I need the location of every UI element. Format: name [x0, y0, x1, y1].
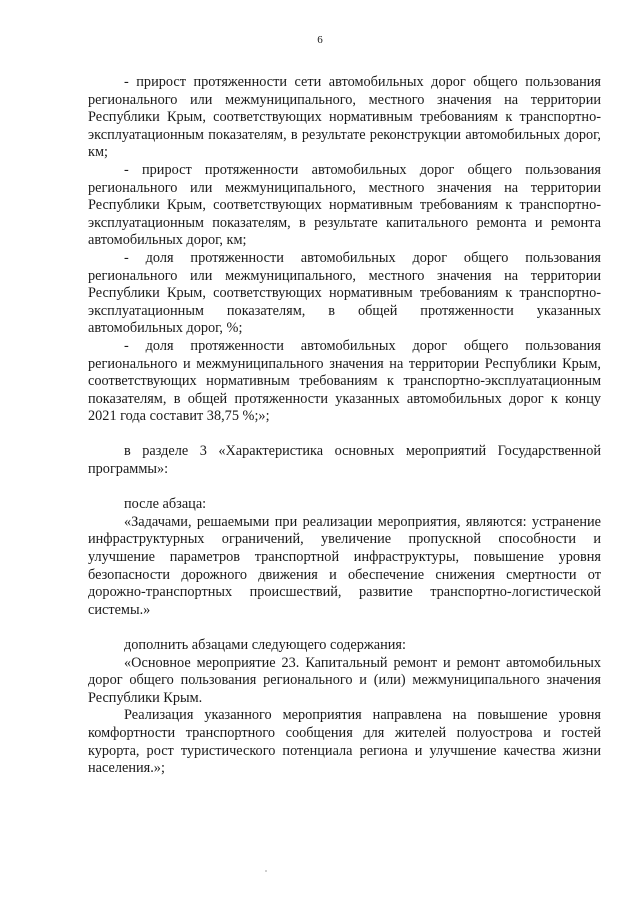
paragraph-section-3-intro: в разделе 3 «Характеристика основных мероприятий Государственной программы»: — [88, 443, 601, 478]
paragraph-main-measure-23: «Основное мероприятие 23. Капитальный ремонт и ремонт автомобильных дорог общего пользования регионального и (или) межмуниципального значения Республики Крым. — [88, 654, 601, 706]
paragraph-bullet-2: - прирост протяженности автомобильных дорог общего пользования регионального или межмуниципального, местного значения на территории Республики Крым, соответствующих нормативным требованиям к транспортно-эксплуатационным показателям, в результате капитального ремонта и ремонта автомобильных дорог, км; — [88, 161, 601, 249]
scan-speck — [265, 870, 267, 872]
paragraph-bullet-1: - прирост протяженности сети автомобильных дорог общего пользования регионального или межмуниципального, местного значения на территории Республики Крым, соответствующих нормативным требованиям к транспортно-эксплуатационным показателям, в результате реконструкции автомобильных дорог, км; — [88, 74, 601, 161]
paragraph-supplement-intro: дополнить абзацами следующего содержания: — [124, 637, 406, 653]
paragraph-implementation: Реализация указанного мероприятия направлена на повышение уровня комфортности транспортного сообщения для жителей полуострова и гостей курорта, рост туристического потенциала региона и улучшение качества жизни населения.»; — [88, 707, 601, 777]
paragraph-after-label: после абзаца: — [124, 496, 207, 513]
paragraph-spacer — [88, 426, 601, 444]
document-body — [88, 74, 601, 778]
paragraph-spacer — [88, 479, 601, 497]
paragraph-spacer — [88, 619, 601, 637]
page-number: 6 — [317, 34, 323, 46]
paragraph-bullet-3: - доля протяженности автомобильных дорог общего пользования регионального или межмуниципального, местного значения на территории Республики Крым, соответствующих нормативным требованиям к транспортно-эксплуатационным показателям, в общей протяженности указанных автомобильных дорог, %; — [88, 249, 601, 337]
paragraph-bullet-4: - доля протяженности автомобильных дорог общего пользования регионального и межмуниципального значения на территории Республики Крым, соответствующих нормативным требованиям к транспортно-эксплуатационным показателям, в общей протяженности указанных автомобильных дорог к концу 2021 года составит 38,75 %;»; — [88, 337, 601, 425]
paragraph-quoted-tasks: «Задачами, решаемыми при реализации мероприятия, являются: устранение инфраструктурных ограничений, увеличение пропускной способности и улучшение параметров транспортной инфраструктуры, повышение уровня безопасности дорожного движения и обеспечение снижения смертности от дорожно-транспортных происшествий, развитие транспортно-логистической системы.» — [88, 513, 601, 618]
